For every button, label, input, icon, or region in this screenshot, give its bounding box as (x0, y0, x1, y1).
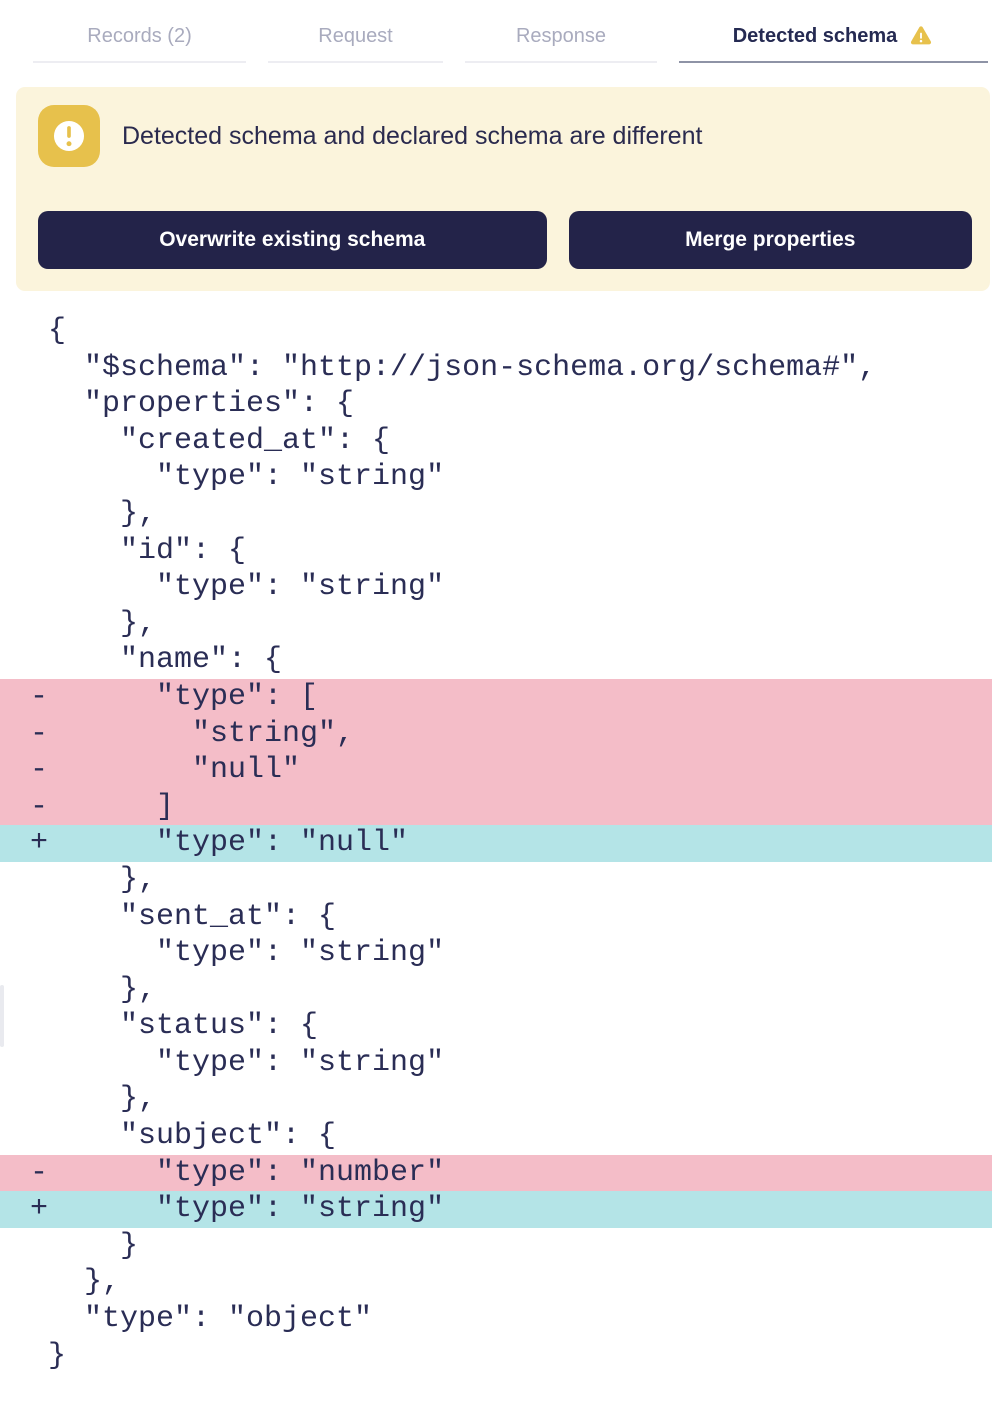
diff-line: "sent_at": { (30, 899, 337, 934)
diff-line: "type": "string" (30, 570, 445, 605)
diff-line: "id": { (30, 533, 247, 568)
tab-request[interactable] (268, 24, 443, 63)
diff-line: "type": "string" (30, 1045, 445, 1080)
diff-line: "subject": { (30, 1119, 337, 1154)
diff-code (0, 313, 992, 1374)
tab-detected-schema[interactable] (679, 24, 988, 63)
tab-response-label: Response (515, 24, 607, 47)
alert-exclamation-icon (38, 105, 100, 167)
diff-line: }, (30, 862, 157, 897)
diff-line: }, (30, 1082, 157, 1117)
schema-mismatch-alert (16, 87, 990, 291)
diff-line: - "null" (0, 752, 992, 789)
diff-line: "type": "object" (30, 1302, 373, 1337)
tab-detected-schema-label: Detected schema (732, 24, 898, 47)
diff-line: "created_at": { (30, 423, 391, 458)
diff-line: "type": "string" (30, 460, 445, 495)
diff-line: } (30, 1338, 67, 1373)
diff-line: - "type": "number" (0, 1155, 992, 1192)
diff-line: }, (30, 972, 157, 1007)
scrollbar-thumb[interactable] (0, 985, 4, 1047)
diff-line: }, (30, 1265, 121, 1300)
tab-request-label: Request (318, 24, 393, 47)
warning-triangle-icon (908, 24, 934, 48)
diff-line: { (30, 314, 67, 348)
diff-line: "properties": { (30, 387, 355, 422)
tab-records-label: Records (2) (87, 24, 192, 47)
diff-line: + "type": "string" (0, 1191, 992, 1228)
diff-line: "status": { (30, 1009, 319, 1044)
diff-line: - "type": [ (0, 679, 992, 716)
diff-line: "$schema": "http://json-schema.org/schema#", (30, 350, 877, 385)
merge-properties-button[interactable]: Merge properties (569, 211, 972, 269)
diff-line: + "type": "null" (0, 825, 992, 862)
alert-message: Detected schema and declared schema are different (122, 121, 703, 150)
alert-actions (38, 211, 972, 269)
diff-line: - "string", (0, 716, 992, 753)
diff-line: "type": "string" (30, 936, 445, 971)
diff-line: } (30, 1228, 139, 1263)
alert-header (38, 105, 972, 167)
diff-line: "name": { (30, 643, 283, 678)
tab-records[interactable] (33, 24, 246, 63)
overwrite-existing-schema-button[interactable]: Overwrite existing schema (38, 211, 547, 269)
diff-line: - ] (0, 789, 992, 826)
diff-line: }, (30, 606, 157, 641)
diff-line: }, (30, 496, 157, 531)
tab-bar (0, 0, 1006, 63)
tab-response[interactable] (465, 24, 657, 63)
